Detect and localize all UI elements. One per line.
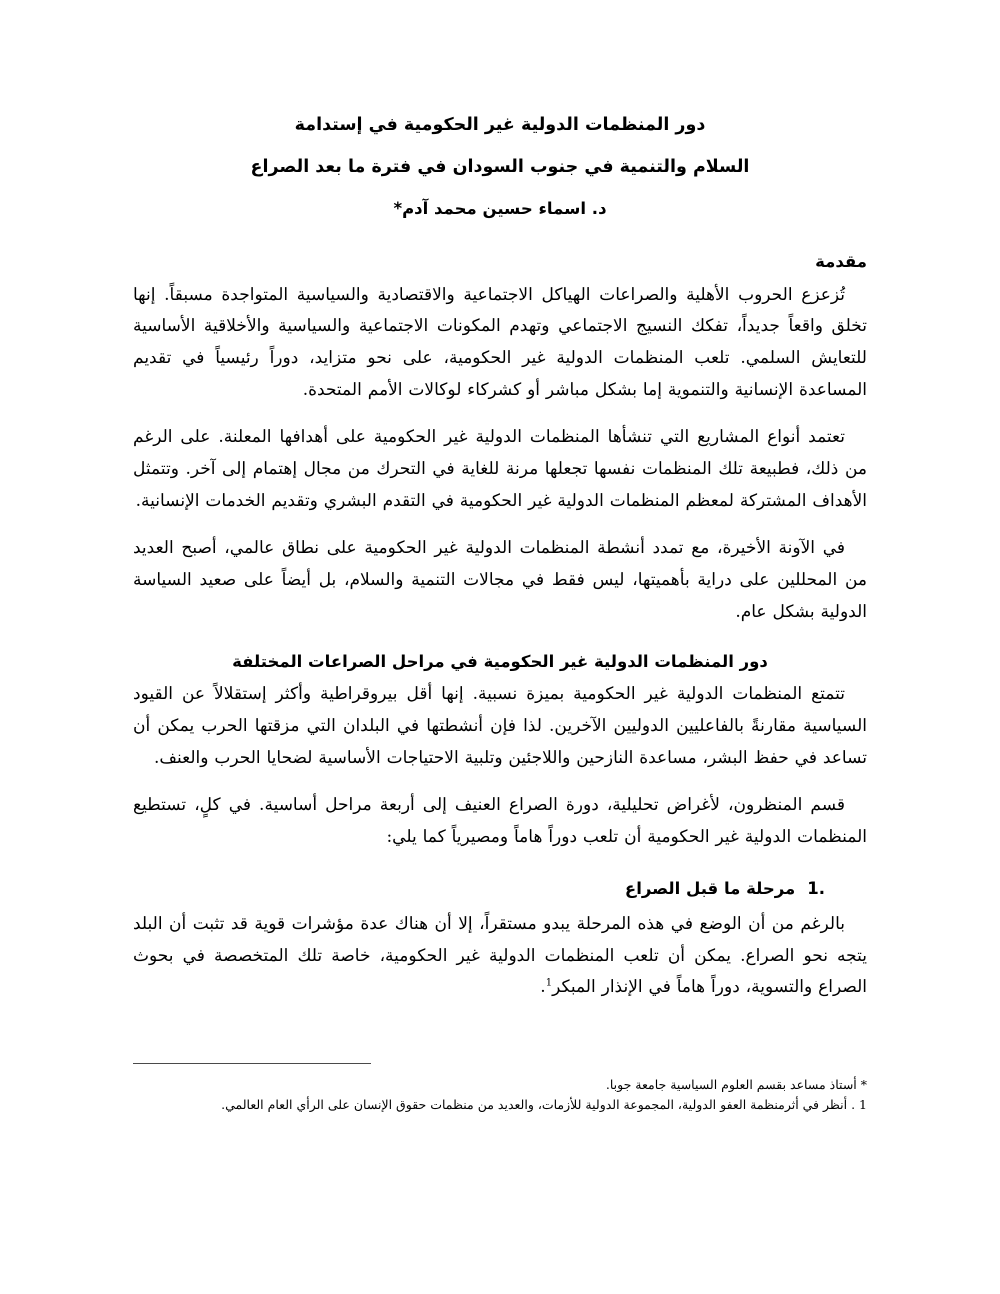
paragraph-stage-one-text: بالرغم من أن الوضع في هذه المرحلة يبدو مستقراً، إلا أن هناك عدة مؤشرات قوية قد تثبت أن البلد يتجه نحو الصراع. يمكن أن تلعب المنظمات الدولية غير الحكومية، خاصة تلك المتخصصة في بحوث الصراع والتسوية، دوراً هاماً في الإنذار المبكر: [133, 913, 867, 998]
section-heading-introduction: مقدمة: [815, 252, 867, 272]
paragraph-intro-2: تعتمد أنواع المشاريع التي تنشأها المنظمات الدولية غير الحكومية على أهدافها المعلنة. على الرغم من ذلك، فطبيعة تلك المنظمات نفسها تجعلها مرنة للغاية في التحرك من مجال إهتمام إلى آخر. وتتمثل الأهداف المشتركة لمعظم المنظمات الدولية غير الحكومية في التقدم البشري وتقديم الخدمات الإنسانية.: [133, 427, 867, 512]
document-author: د. اسماء حسين محمد آدم*: [393, 198, 607, 218]
footnote-author-affiliation: * أستاذ مساعد بقسم العلوم السياسية جامعة جوبا.: [605, 1077, 867, 1092]
document-title-block: [133, 104, 867, 229]
list-number: 1.: [807, 879, 825, 899]
paragraph-intro-1: تُزعزع الحروب الأهلية والصراعات الهياكل الاجتماعية والاقتصادية والسياسية المتواجدة مسبقاً. إنها تخلق واقعاً جديداً، تفكك النسيج الاجتماعي وتهدم المكونات الاجتماعية والسياسية والأخلاقية الأساسية للتعايش السلمي. تلعب المنظمات الدولية غير الحكومية، على نحو متزايد، دوراً رئيسياً في تقديم المساعدة الإنسانية والتنموية إما بشكل مباشر أو كشركاء لوكالات الأمم المتحدة.: [133, 284, 867, 401]
document-title-line-1: دور المنظمات الدولية غير الحكومية في إستدامة: [294, 115, 706, 135]
footnote-reference-1[interactable]: 1: [545, 977, 553, 989]
document-title-line-2: السلام والتنمية في جنوب السودان في فترة ما بعد الصراع: [250, 157, 750, 178]
numbered-heading-stage-one: [133, 876, 867, 902]
numbered-heading-label: مرحلة ما قبل الصراع: [624, 879, 796, 899]
footnote-area: [133, 1063, 867, 1116]
section-heading-ngo-roles: دور المنظمات الدولية غير الحكومية في مراحل الصراعات المختلفة: [232, 652, 768, 672]
paragraph-intro-3: في الآونة الأخيرة، مع تمدد أنشطة المنظمات الدولية غير الحكومية على نطاق عالمي، أصبح العديد من المحللين على دراية بأهميتها، ليس فقط في مجالات التنمية والسلام، بل أيضاً على صعيد السياسة الدولية بشكل عام.: [133, 538, 867, 623]
footnote-1: 1 . أنظر في أثرمنظمة العفو الدولية، المجموعة الدولية للأزمات، والعديد من منظمات حقوق الإنسان على الرأي العام العالمي.: [221, 1097, 867, 1113]
footnote-separator-wrap: [133, 1063, 867, 1075]
document-content: [133, 104, 867, 1004]
paragraph-stage-one: [133, 909, 867, 1005]
footnote-separator-rule: [133, 1063, 371, 1064]
paragraph-stage-one-tail: .: [540, 977, 546, 998]
paragraph-roles-1: تتمتع المنظمات الدولية غير الحكومية بميزة نسبية. إنها أقل بيروقراطية وأكثر إستقلالاً عن القيود السياسية مقارنةً بالفاعليين الدوليين الآخرين. لذا فإن أنشطتها في البلدان التي مزقتها الحرب يمكن أن تساعد في حفظ البشر، مساعدة النازحين واللاجئين وتلبية الاحتياجات الأساسية لضحايا الحرب والعنف.: [133, 684, 867, 769]
paragraph-roles-2: قسم المنظرون، لأغراض تحليلية، دورة الصراع العنيف إلى أربعة مراحل أساسية. في كلٍ، تستطيع المنظمات الدولية غير الحكومية أن تلعب دوراً هاماً ومصيرياً كما يلي:: [133, 795, 867, 848]
